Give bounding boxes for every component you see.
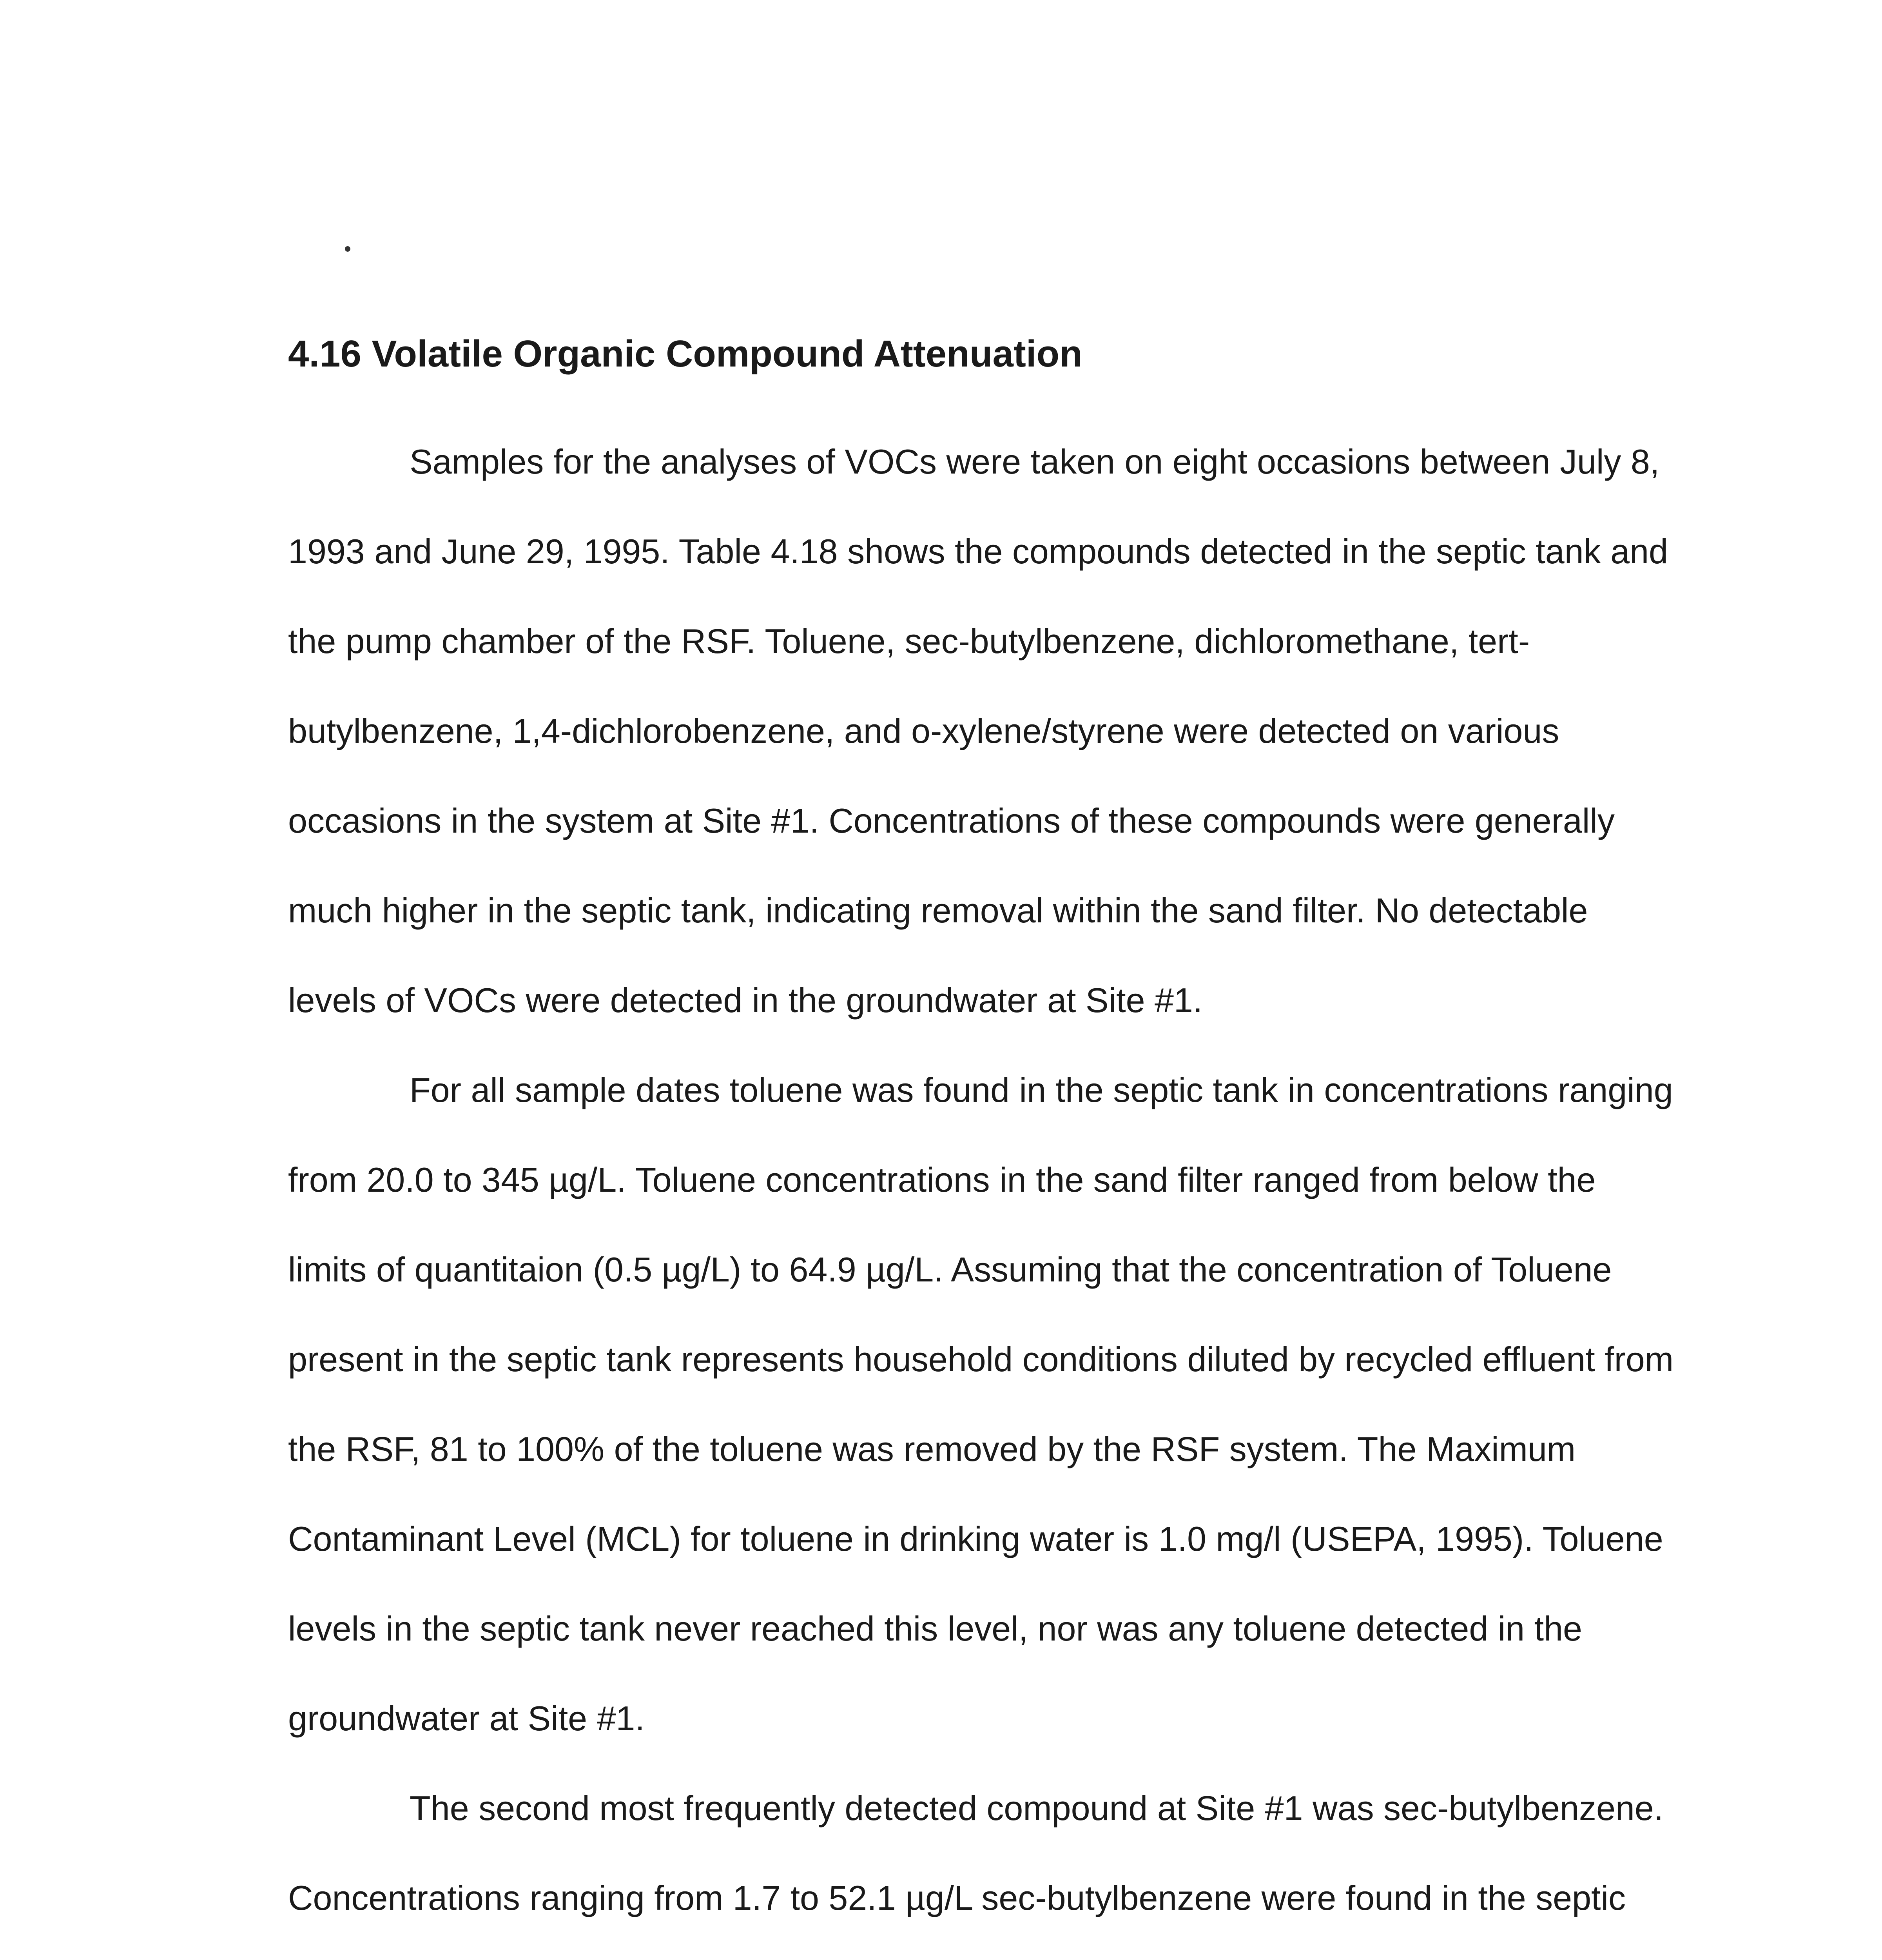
scan-speck	[345, 246, 350, 252]
section-heading: 4.16 Volatile Organic Compound Attenuation	[288, 333, 1082, 375]
paragraph-toluene: For all sample dates toluene was found in the septic tank in concentrations ranging from 20.0 to 345 µg/L. Toluene concentrations in the sand filter ranged from below the limits of quantitaion (0.5 µg/L) to 64.9 µg/L. Assuming that the concentration of Toluene present in the septic tank represents household conditions diluted by recycled effluent from the RSF, 81 to 100% of the toluene was removed by the RSF system. The Maximum Contaminant Level (MCL) for toluene in drinking water is 1.0 mg/l (USEPA, 1995). Toluene levels in the septic tank never reached this level, nor was any toluene detected in the groundwater at Site #1.	[288, 1071, 1674, 1738]
paragraph-sec-butylbenzene: The second most frequently detected compound at Site #1 was sec-butylbenzene. Concentrations ranging from 1.7 to 52.1 µg/L sec-butylbenzene were found in the septic	[288, 1789, 1664, 1917]
body-text	[288, 417, 1683, 1960]
paragraph-voc-overview: Samples for the analyses of VOCs were taken on eight occasions between July 8, 1993 and June 29, 1995. Table 4.18 shows the compounds detected in the septic tank and the pump chamber of the RSF. Toluene, sec-butylbenzene, dichloromethane, tert-butylbenzene, 1,4-dichlorobenzene, and o-xylene/styrene were detected on various occasions in the system at Site #1. Concentrations of these compounds were generally much higher in the septic tank, indicating removal within the sand filter. No detectable levels of VOCs were detected in the groundwater at Site #1.	[288, 442, 1668, 1020]
